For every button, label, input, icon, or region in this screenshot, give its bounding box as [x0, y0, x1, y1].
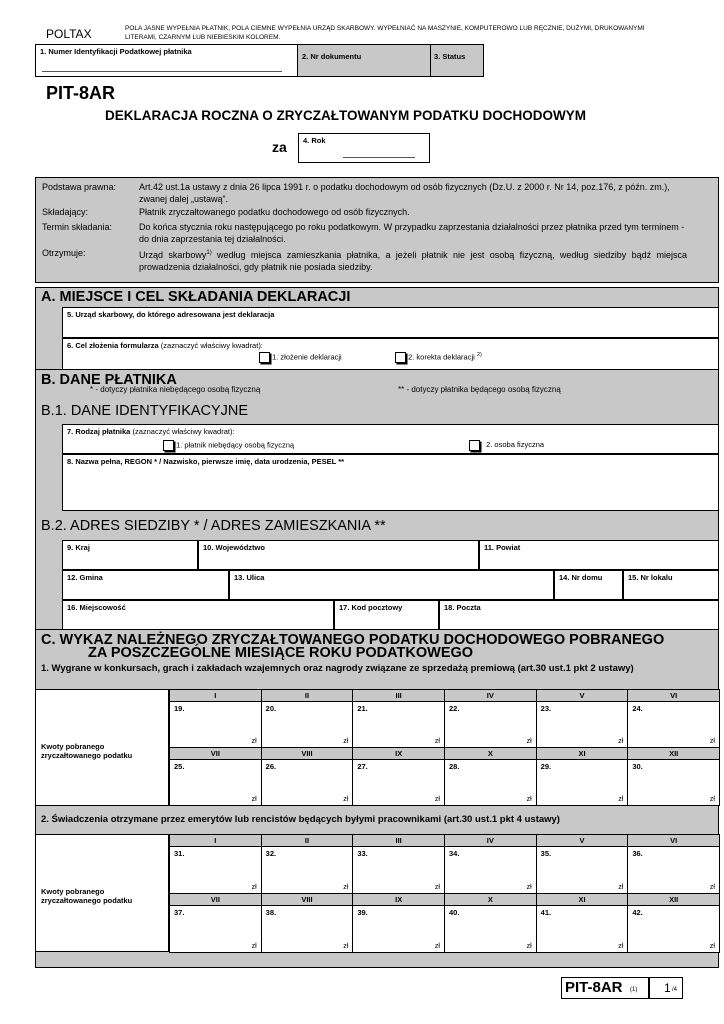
tax-amount-field[interactable] — [352, 905, 445, 953]
month-header: II — [261, 834, 354, 847]
part1-row-label-cell — [35, 689, 169, 806]
month-header: VIII — [261, 747, 354, 760]
part2-row-label: Kwoty pobranego zryczałtowanego podatku — [41, 887, 133, 905]
tax-amount-field[interactable] — [627, 759, 720, 806]
month-header: VI — [627, 689, 720, 702]
field-number: 33. — [357, 849, 368, 858]
year-field[interactable] — [298, 133, 430, 163]
checkbox-correction[interactable] — [395, 352, 406, 363]
currency-unit: zł — [343, 796, 349, 803]
field-number: 25. — [174, 762, 185, 771]
field-number: 19. — [174, 704, 185, 713]
deadline-text: Do końca stycznia roku następującego po roku podatkowym. W przypadku zaprzestania działalności przez płatnika przed tym terminem - do dnia zaprzestania tej działalności. — [139, 222, 685, 244]
field-number: 37. — [174, 908, 185, 917]
form-code: PIT-8AR — [46, 83, 116, 103]
currency-unit: zł — [343, 738, 349, 745]
checkbox-non-person[interactable] — [163, 440, 174, 451]
tax-amount-field[interactable] — [169, 759, 262, 806]
payer-type-field: 7. Rodzaj płatnika (zaznaczyć właściwy kwadrat): 1. płatnik niebędący osobą fizyczną 2. osoba fizyczna — [62, 424, 719, 454]
field-number: 31. — [174, 849, 185, 858]
currency-unit: zł — [618, 884, 624, 891]
tax-amount-field[interactable] — [536, 846, 629, 894]
month-header: II — [261, 689, 354, 702]
currency-unit: zł — [251, 738, 257, 745]
section-c-title-1: C. WYKAZ NALEŻNEGO ZRYCZAŁTOWANEGO PODATKU DOCHODOWEGO POBRANEGO — [41, 632, 665, 648]
tax-amount-field[interactable] — [169, 905, 262, 953]
tax-amount-field[interactable] — [352, 759, 445, 806]
field-number: 23. — [540, 704, 552, 713]
option-correction-label: 2. korekta deklaracji — [408, 352, 475, 362]
field-number: 21. — [357, 704, 368, 713]
recipient-text: Urząd skarbowy$^{1)}$ według miejsca zamieszkania płatnika, a jeżeli płatnik nie jest osobą fizyczną, według siedziby bądź miejsca prowadzenia działalności, gdy płatnik nie posiada siedziby. — [139, 250, 687, 272]
checkbox-natural-person[interactable] — [469, 440, 480, 451]
tax-amount-field[interactable] — [627, 905, 720, 953]
footer-page-box — [649, 977, 683, 999]
note-non-person: * - dotyczy płatnika niebędącego osobą fizyczną — [90, 385, 261, 394]
section-b-title: B. DANE PŁATNIKA — [41, 372, 177, 388]
note-person: ** - dotyczy płatnika będącego osobą fizyczną — [398, 385, 561, 394]
nip-field[interactable] — [35, 44, 298, 77]
month-header: VII — [169, 747, 262, 760]
currency-unit: zł — [709, 738, 715, 745]
currency-unit: zł — [343, 943, 349, 950]
tax-amount-field[interactable] — [536, 905, 629, 953]
currency-unit: zł — [526, 796, 532, 803]
field-number: 29. — [540, 762, 552, 771]
currency-unit: zł — [526, 943, 532, 950]
tax-amount-field[interactable] — [261, 701, 354, 748]
part1-row-label: Kwoty pobranego zryczałtowanego podatku — [41, 742, 133, 760]
part1-grid — [169, 689, 719, 806]
fill-instructions: POLA JASNE WYPEŁNIA PŁATNIK, POLA CIEMNE WYPEŁNIA URZĄD SKARBOWY. WYPEŁNIAĆ NA MASZYNIE, KOMPUTEROWO LUB RĘCZNIE, DUŻYMI, DRUKOWANYMI LITERAMI, CZARNYM LUB NIEBIESKIM KOLOREM. — [125, 25, 645, 41]
section-c-title-2: ZA POSZCZEGÓLNE MIESIĄCE ROKU PODATKOWEGO — [88, 645, 474, 661]
field-number: 28. — [449, 762, 460, 771]
voivodeship-field[interactable]: 10. Województwo — [198, 540, 479, 570]
currency-unit: zł — [709, 943, 715, 950]
page-total: /4 — [672, 987, 678, 993]
month-header: XII — [627, 747, 720, 760]
field-number: 32. — [265, 849, 277, 858]
part2-row-label-cell — [35, 834, 169, 952]
currency-unit: zł — [343, 884, 349, 891]
payer-name-field[interactable]: 8. Nazwa pełna, REGON * / Nazwisko, pierwsze imię, data urodzenia, PESEL ** — [62, 454, 719, 511]
house-number-field[interactable]: 14. Nr domu — [554, 570, 623, 600]
month-header: VII — [169, 893, 262, 906]
field-number: 27. — [357, 762, 368, 771]
part2-grid — [169, 834, 719, 952]
page-number: 1 — [664, 981, 671, 995]
currency-unit: zł — [618, 738, 624, 745]
field-number: 22. — [449, 704, 460, 713]
month-header: XII — [627, 893, 720, 906]
month-header: XI — [536, 893, 629, 906]
currency-unit: zł — [618, 796, 624, 803]
currency-unit: zł — [434, 796, 440, 803]
tax-amount-field[interactable] — [352, 701, 445, 748]
purpose-label: 6. Cel złożenia formularza — [67, 341, 159, 350]
month-header: VI — [627, 834, 720, 847]
currency-unit: zł — [434, 943, 440, 950]
currency-unit: zł — [526, 884, 532, 891]
city-field[interactable]: 16. Miejscowość — [62, 600, 334, 630]
currency-unit: zł — [618, 943, 624, 950]
za-label: za — [272, 139, 287, 155]
field-number: 39. — [357, 908, 368, 917]
field-number: 41. — [540, 908, 552, 917]
section-a-title: A. MIEJSCE I CEL SKŁADANIA DEKLARACJI — [41, 289, 351, 305]
tax-amount-field[interactable] — [169, 846, 262, 894]
legal-basis-text: Art.42 ust.1a ustawy z dnia 26 lipca 1991 r. o podatku dochodowym od osób fizycznych (Dz.U. z 2000 r. Nr 14, poz.176, z późn. zm.), zwanej dalej „ustawą”. — [139, 182, 670, 204]
year-field-label: 4. Rok — [303, 136, 326, 145]
year-comb — [343, 153, 415, 158]
field-number: 24. — [632, 704, 643, 713]
country-field[interactable]: 9. Kraj — [62, 540, 198, 570]
option-submit-label: 1. złożenie deklaracji — [272, 352, 342, 362]
tax-amount-field[interactable] — [627, 846, 720, 894]
month-header: X — [444, 893, 537, 906]
tax-office-label: 5. Urząd skarbowy, do którego adresowana jest deklaracja — [67, 310, 275, 319]
field-number: 42. — [632, 908, 643, 917]
legal-basis-label: Podstawa prawna: — [42, 182, 117, 192]
month-header: III — [352, 689, 445, 702]
status-label: 3. Status — [434, 52, 466, 61]
footer-code: PIT-8AR — [565, 979, 623, 996]
tax-amount-field[interactable] — [169, 701, 262, 748]
tax-amount-field[interactable] — [444, 701, 537, 748]
doc-number-label: 2. Nr dokumentu — [302, 52, 362, 61]
month-header: I — [169, 834, 262, 847]
currency-unit: zł — [434, 738, 440, 745]
nip-field-label: 1. Numer Identyfikacji Podatkowej płatnika — [40, 47, 192, 56]
month-header: V — [536, 689, 629, 702]
month-header: V — [536, 834, 629, 847]
month-header: XI — [536, 747, 629, 760]
filer-text: Płatnik zryczałtowanego podatku dochodowego od osób fizycznych. — [139, 207, 410, 217]
tax-amount-field[interactable] — [261, 759, 354, 806]
month-header: IV — [444, 834, 537, 847]
brand: POLTAX — [46, 27, 92, 41]
postal-code-field[interactable]: 17. Kod pocztowy — [334, 600, 439, 630]
footer-version: (1) — [630, 987, 638, 993]
field-number: 35. — [540, 849, 552, 858]
tax-amount-field[interactable] — [444, 905, 537, 953]
purpose-field: 6. Cel złożenia formularza (zaznaczyć właściwy kwadrat): 1. złożenie deklaracji 2. korekta deklaracji $^{2)}$ — [62, 338, 719, 370]
footer-code-box — [561, 977, 649, 999]
checkbox-submit[interactable] — [259, 352, 270, 363]
month-header: III — [352, 834, 445, 847]
currency-unit: zł — [251, 943, 257, 950]
field-number: 26. — [265, 762, 277, 771]
field-number: 40. — [449, 908, 460, 917]
currency-unit: zł — [709, 884, 715, 891]
field-number: 30. — [632, 762, 643, 771]
currency-unit: zł — [709, 796, 715, 803]
part2-title: 2. Świadczenia otrzymane przez emerytów lub rencistów będących byłymi pracownikami (art.30 ust.1 pkt 4 ustawy) — [41, 814, 560, 825]
month-header: IX — [352, 893, 445, 906]
tax-office-field[interactable] — [62, 307, 719, 338]
filer-label: Składający: — [42, 207, 89, 217]
currency-unit: zł — [434, 884, 440, 891]
deadline-label: Termin składania: — [42, 222, 113, 232]
field-number: 36. — [632, 849, 643, 858]
nip-comb — [42, 67, 282, 72]
field-number: 38. — [265, 908, 277, 917]
tax-amount-field[interactable] — [536, 701, 629, 748]
street-field[interactable]: 13. Ulica — [229, 570, 554, 600]
tax-amount-field[interactable] — [536, 759, 629, 806]
form-title: DEKLARACJA ROCZNA O ZRYCZAŁTOWANYM PODATKU DOCHODOWYM — [105, 108, 586, 123]
currency-unit: zł — [526, 738, 532, 745]
county-field[interactable]: 11. Powiat — [479, 540, 719, 570]
month-header: I — [169, 689, 262, 702]
section-b1-title: B.1. DANE IDENTYFIKACYJNE — [41, 403, 249, 419]
tax-amount-field[interactable] — [627, 701, 720, 748]
section-b2-title: B.2. ADRES SIEDZIBY * / ADRES ZAMIESZKANIA ** — [41, 518, 386, 534]
part1-title: 1. Wygrane w konkursach, grach i zakładach wzajemnych oraz nagrody związane ze sprzedażą premiową (art.30 ust.1 pkt 2 ustawy) — [41, 663, 634, 674]
recipient-label: Otrzymuje: — [42, 248, 86, 258]
post-office-field[interactable]: 18. Poczta — [439, 600, 719, 630]
municipality-field[interactable]: 12. Gmina — [62, 570, 229, 600]
currency-unit: zł — [251, 884, 257, 891]
tax-amount-field[interactable] — [261, 846, 354, 894]
month-header: IX — [352, 747, 445, 760]
currency-unit: zł — [251, 796, 257, 803]
month-header: VIII — [261, 893, 354, 906]
apartment-number-field[interactable]: 15. Nr lokalu — [623, 570, 719, 600]
tax-amount-field[interactable] — [444, 846, 537, 894]
month-header: X — [444, 747, 537, 760]
field-number: 34. — [449, 849, 460, 858]
tax-amount-field[interactable] — [444, 759, 537, 806]
month-header: IV — [444, 689, 537, 702]
field-number: 20. — [265, 704, 277, 713]
tax-amount-field[interactable] — [261, 905, 354, 953]
tax-amount-field[interactable] — [352, 846, 445, 894]
